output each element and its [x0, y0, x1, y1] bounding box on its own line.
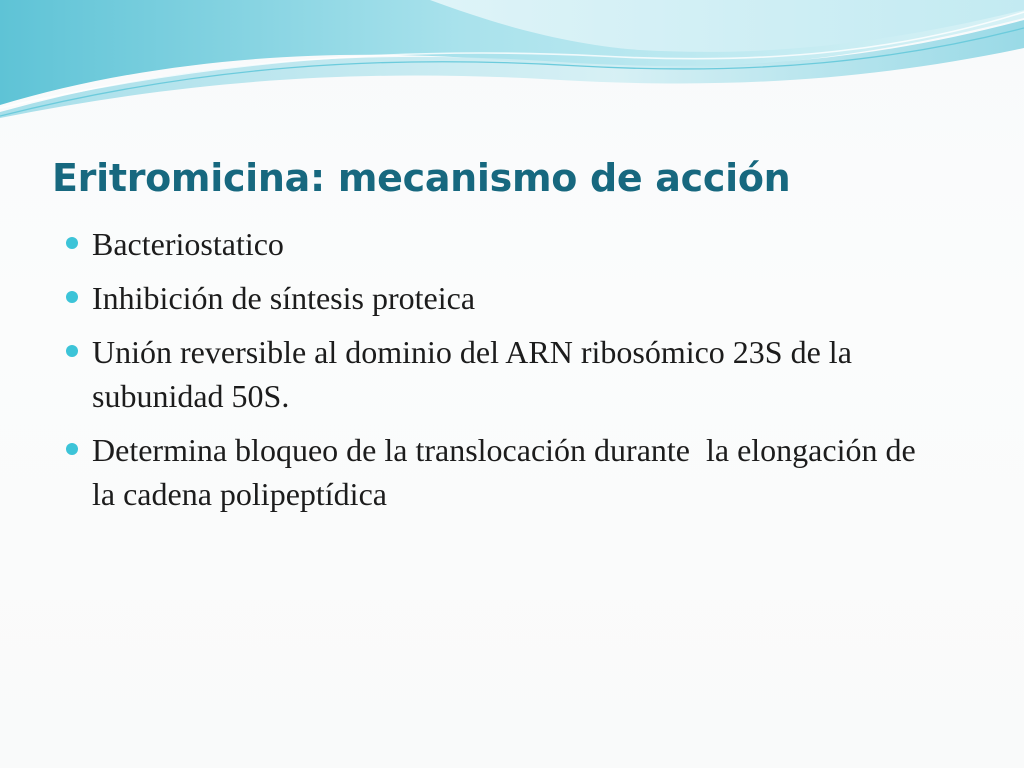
slide-title: Eritromicina: mecanismo de acción — [52, 156, 791, 200]
bullet-item — [64, 330, 944, 418]
bullet-item — [64, 222, 944, 266]
bullet-text: Determina bloqueo de la translocación durante la elongación de la cadena polipeptídica — [92, 432, 924, 512]
bullet-dot-icon — [66, 345, 78, 357]
bullet-dot-icon — [66, 291, 78, 303]
bullet-item — [64, 276, 944, 320]
bullet-list — [64, 222, 944, 526]
bullet-dot-icon — [66, 443, 78, 455]
wave-header-decoration — [0, 0, 1024, 130]
bullet-item — [64, 428, 944, 516]
bullet-dot-icon — [66, 237, 78, 249]
bullet-text: Inhibición de síntesis proteica — [92, 280, 476, 316]
bullet-text: Bacteriostatico — [92, 226, 284, 262]
bullet-text: Unión reversible al dominio del ARN ribosómico 23S de la subunidad 50S. — [92, 334, 860, 414]
